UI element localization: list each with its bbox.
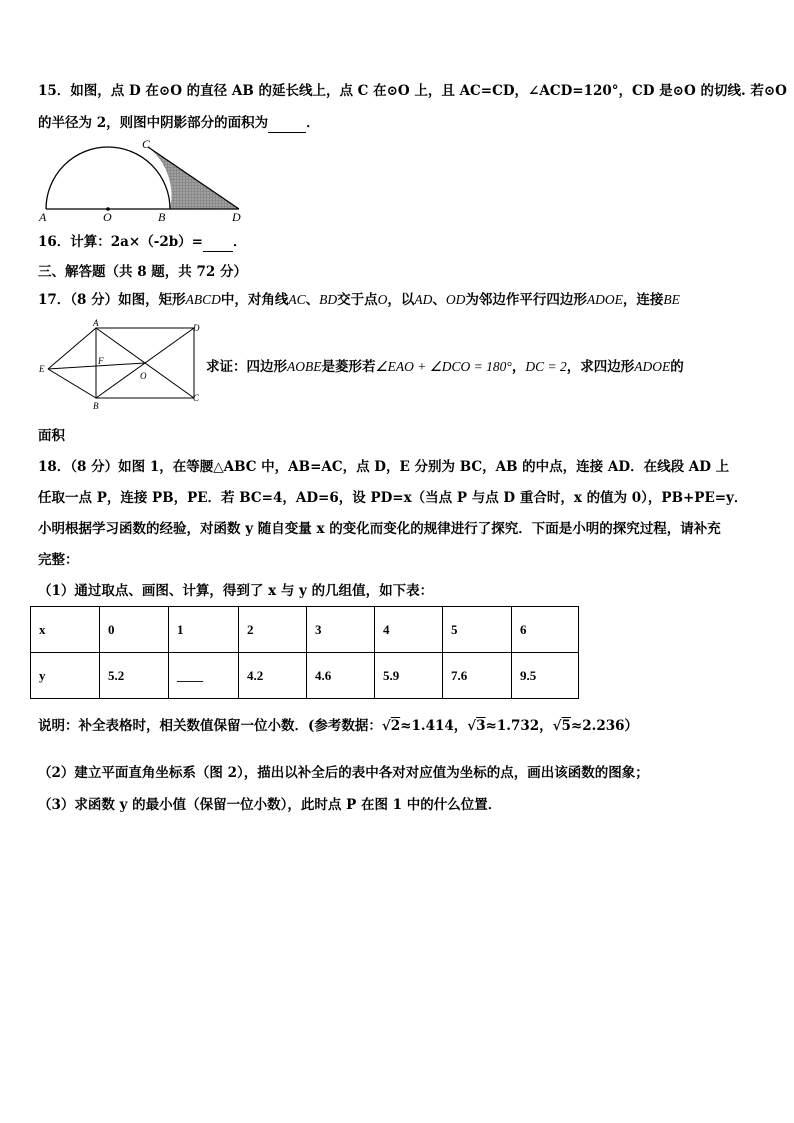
q17-sep-2: 、 <box>432 292 446 308</box>
q15-line2-end: ． <box>306 115 320 131</box>
q17-figure <box>36 318 206 410</box>
q17-proof-comma: ， <box>511 359 526 375</box>
sqrt-icon: √ <box>552 718 562 734</box>
table-row <box>31 653 579 699</box>
q17-sep-1: 、 <box>305 292 320 308</box>
table-cell: 7.6 <box>443 653 512 699</box>
q18-sqrt2: 2 <box>390 718 401 734</box>
table-cell: y <box>31 653 100 699</box>
q18-sqrt5: 5 <box>561 718 571 734</box>
q18-note-text: 说明：补全表格时，相关数值保留一位小数．(参考数据： <box>38 718 382 734</box>
q17-line1 <box>38 291 680 309</box>
table-cell: 1 <box>169 607 239 653</box>
q17-label-b: B <box>93 401 99 410</box>
q18-table <box>30 606 579 699</box>
q18-part2: （2）建立平面直角坐标系（图 2），描出以补全后的表中各对对应值为坐标的点，画出该函数的图象； <box>38 765 649 781</box>
table-cell: 5.9 <box>375 653 443 699</box>
q15-label-c: C <box>142 138 151 151</box>
q15-label-o: O <box>103 210 112 222</box>
q17-ac: AC <box>288 292 306 307</box>
q17-text-a: 17．（8 分）如图，矩形 <box>38 292 186 308</box>
q18-line2: 任取一点 P，连接 PB，PE．若 BC=4，AD=6，设 PD=x（当点 P 与点 D 重合时，x 的值为 0），PB+PE=y． <box>38 490 748 506</box>
q17-label-o: O <box>140 371 147 381</box>
q17-bd: BD <box>319 292 338 307</box>
q17-proof-b: 是菱形若 <box>321 359 376 375</box>
q15-figure <box>36 138 246 222</box>
q17-proof-c: ，求四边形 <box>566 359 635 375</box>
table-cell: 5.2 <box>100 653 169 699</box>
q15-semicircle <box>46 147 170 209</box>
table-cell: 0 <box>100 607 169 653</box>
q15-label-d: D <box>232 210 241 222</box>
q17-dc-expr: DC = 2 <box>525 359 567 374</box>
table-cell: 9.5 <box>512 653 579 699</box>
q18-note <box>38 717 638 735</box>
q18-part3: （3）求函数 y 的最小值（保留一位小数），此时点 P 在图 1 中的什么位置． <box>38 797 502 813</box>
q17-proof-d: 的 <box>670 359 684 375</box>
q17-proof-line <box>206 358 684 376</box>
q17-abcd: ABCD <box>185 292 221 307</box>
q18-part1: （1）通过取点、画图、计算，得到了 x 与 y 的几组值，如下表： <box>38 583 434 599</box>
q17-label-d: D <box>193 323 200 333</box>
table-cell: 4.2 <box>239 653 307 699</box>
q17-line-eb <box>48 369 96 398</box>
q17-o: O <box>377 292 388 307</box>
q15-label-b: B <box>158 210 166 222</box>
q18-sqrt3: 3 <box>476 718 486 734</box>
q18-sqrt2-val: ≈1.414， <box>400 718 468 734</box>
table-cell: 3 <box>307 607 375 653</box>
q15-line2-text: 的半径为 2，则图中阴影部分的面积为 <box>38 115 269 131</box>
q17-adoe: ADOE <box>586 292 623 307</box>
q18-sqrt5-val: ≈2.236） <box>570 718 639 734</box>
table-cell: 4 <box>375 607 443 653</box>
q16-answer-blank <box>203 233 233 252</box>
q17-text-c: 交于点 <box>337 292 378 308</box>
table-cell: ____ <box>169 653 239 699</box>
table-cell: 2 <box>239 607 307 653</box>
table-cell: 6 <box>512 607 579 653</box>
q17-label-a: A <box>93 318 99 328</box>
q17-line-ea <box>48 328 96 369</box>
q17-label-c: C <box>193 393 200 403</box>
q17-text-e: 为邻边作平行四边形 <box>465 292 587 308</box>
section-title: 三、解答题（共 8 题，共 72 分） <box>38 264 247 280</box>
q18-line4: 完整： <box>38 552 79 568</box>
table-cell: x <box>31 607 100 653</box>
q15-line2 <box>38 114 320 133</box>
q17-label-e: E <box>39 364 45 374</box>
q17-adoe-2: ADOE <box>634 359 671 374</box>
q17-aobe: AOBE <box>287 359 322 374</box>
q17-label-f: F <box>98 356 104 366</box>
q16-text: 16．计算：2a×（-2b）= <box>38 234 203 250</box>
table-cell: 5 <box>443 607 512 653</box>
table-cell: 4.6 <box>307 653 375 699</box>
sqrt-icon: √ <box>467 718 477 734</box>
q17-be: BE <box>663 292 680 307</box>
q15-line1: 15．如图，点 D 在⊙O 的直径 AB 的延长线上，点 C 在⊙O 上，且 AC=CD，∠ACD=120°，CD 是⊙O 的切线. 若⊙O <box>38 83 787 99</box>
q15-answer-blank <box>268 114 306 133</box>
q17-text-f: ，连接 <box>622 292 664 308</box>
q17-od: OD <box>445 292 466 307</box>
q16-end: ． <box>233 234 247 250</box>
q17-proof-a: 求证：四边形 <box>206 359 287 375</box>
q17-text-b: 中，对角线 <box>220 292 289 308</box>
q18-line1: 18．（8 分）如图 1，在等腰△ABC 中，AB=AC，点 D，E 分别为 BC，AB 的中点，连接 AD．在线段 AD 上 <box>38 459 730 475</box>
q16-line <box>38 233 247 252</box>
q17-line3: 面积 <box>38 428 65 444</box>
q18-line3: 小明根据学习函数的经验，对函数 y 随自变量 x 的变化而变化的规律进行了探究．下面是小明的探究过程，请补充 <box>38 521 721 537</box>
table-row <box>31 607 579 653</box>
q15-label-a: A <box>39 210 47 222</box>
q17-text-d: ，以 <box>387 292 415 308</box>
sqrt-icon: √ <box>381 718 391 734</box>
q18-sqrt3-val: ≈1.732， <box>485 718 553 734</box>
q17-ad: AD <box>414 292 433 307</box>
q17-angle-expr: ∠EAO + ∠DCO = 180° <box>375 359 512 374</box>
